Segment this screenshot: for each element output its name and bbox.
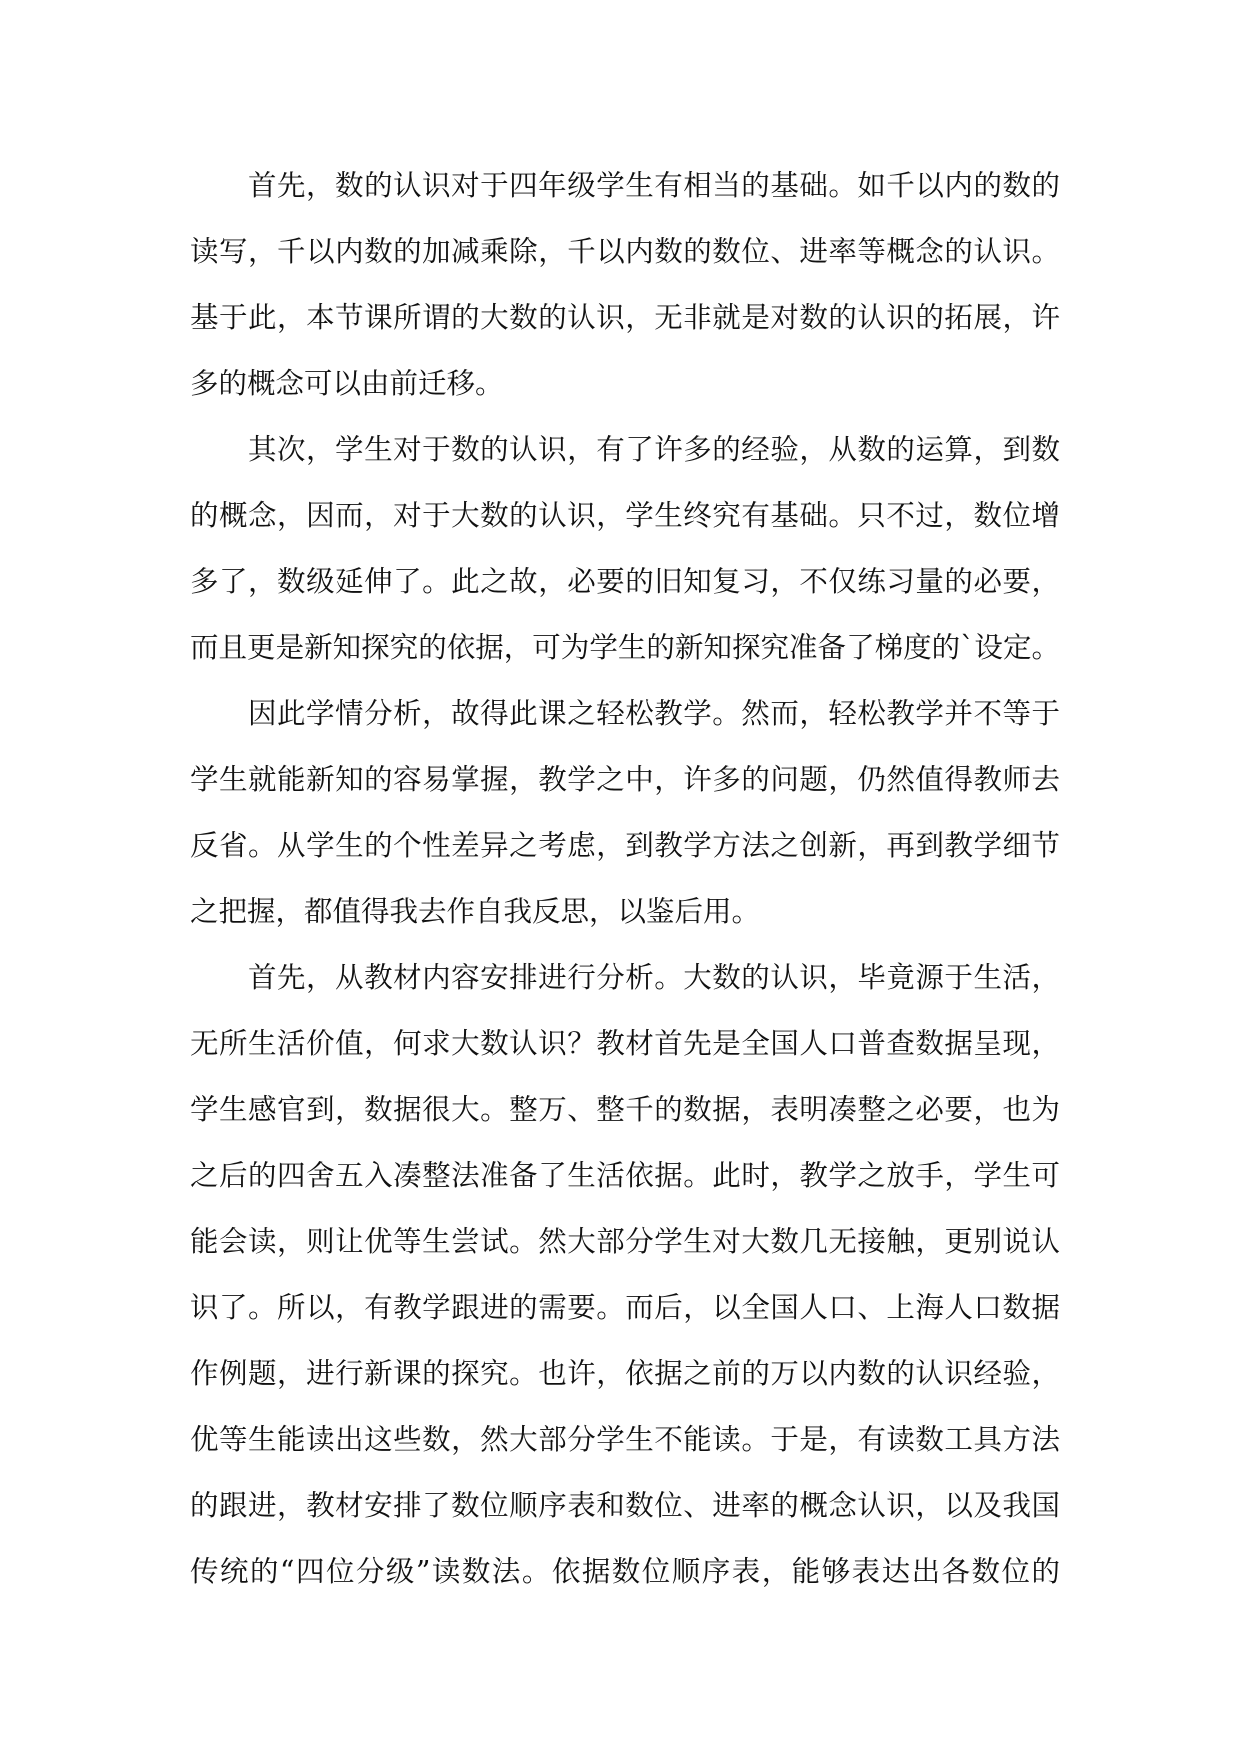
paragraph-line: 基于此，本节课所谓的大数的认识，无非就是对数的认识的拓展，许 [190,301,1060,334]
paragraph-line: 的跟进，教材安排了数位顺序表和数位、进率的概念认识，以及我国 [190,1489,1060,1522]
paragraph-line: 学生感官到，数据很大。整万、整千的数据，表明凑整之必要，也为 [190,1093,1060,1126]
paragraph-line: 无所生活价值，何求大数认识？教材首先是全国人口普查数据呈现， [190,1027,1060,1060]
paragraph-line: 首先，从教材内容安排进行分析。大数的认识，毕竟源于生活， [248,961,1060,994]
paragraph-line: 识了。所以，有教学跟进的需要。而后，以全国人口、上海人口数据 [190,1291,1060,1324]
paragraph-line: 首先，数的认识对于四年级学生有相当的基础。如千以内的数的 [248,169,1060,202]
paragraph-line: 的概念，因而，对于大数的认识，学生终究有基础。只不过，数位增 [190,499,1060,532]
paragraph-line: 优等生能读出这些数，然大部分学生不能读。于是，有读数工具方法 [190,1423,1060,1456]
paragraph-line: 作例题，进行新课的探究。也许，依据之前的万以内数的认识经验， [190,1357,1060,1390]
paragraph-line: 传统的“四位分级”读数法。依据数位顺序表，能够表达出各数位的 [190,1555,1060,1588]
paragraph-line: 能会读，则让优等生尝试。然大部分学生对大数几无接触，更别说认 [190,1225,1060,1258]
paragraph-line: 反省。从学生的个性差异之考虑，到教学方法之创新，再到教学细节 [190,829,1060,862]
paragraph-line: 其次，学生对于数的认识，有了许多的经验，从数的运算，到数 [248,433,1060,466]
paragraph-line: 因此学情分析，故得此课之轻松教学。然而，轻松教学并不等于 [248,697,1060,730]
paragraph-line: 学生就能新知的容易掌握，教学之中，许多的问题，仍然值得教师去 [190,763,1060,796]
paragraph-line: 多的概念可以由前迁移。 [190,367,504,400]
paragraph-line: 之后的四舍五入凑整法准备了生活依据。此时，教学之放手，学生可 [190,1159,1060,1192]
paragraph-line: 而且更是新知探究的依据，可为学生的新知探究准备了梯度的`设定。 [190,631,1060,664]
paragraph-line: 之把握，都值得我去作自我反思，以鉴后用。 [190,895,761,928]
paragraph-line: 读写，千以内数的加减乘除，千以内数的数位、进率等概念的认识。 [190,235,1060,268]
paragraph-line: 多了，数级延伸了。此之故，必要的旧知复习，不仅练习量的必要， [190,565,1060,598]
